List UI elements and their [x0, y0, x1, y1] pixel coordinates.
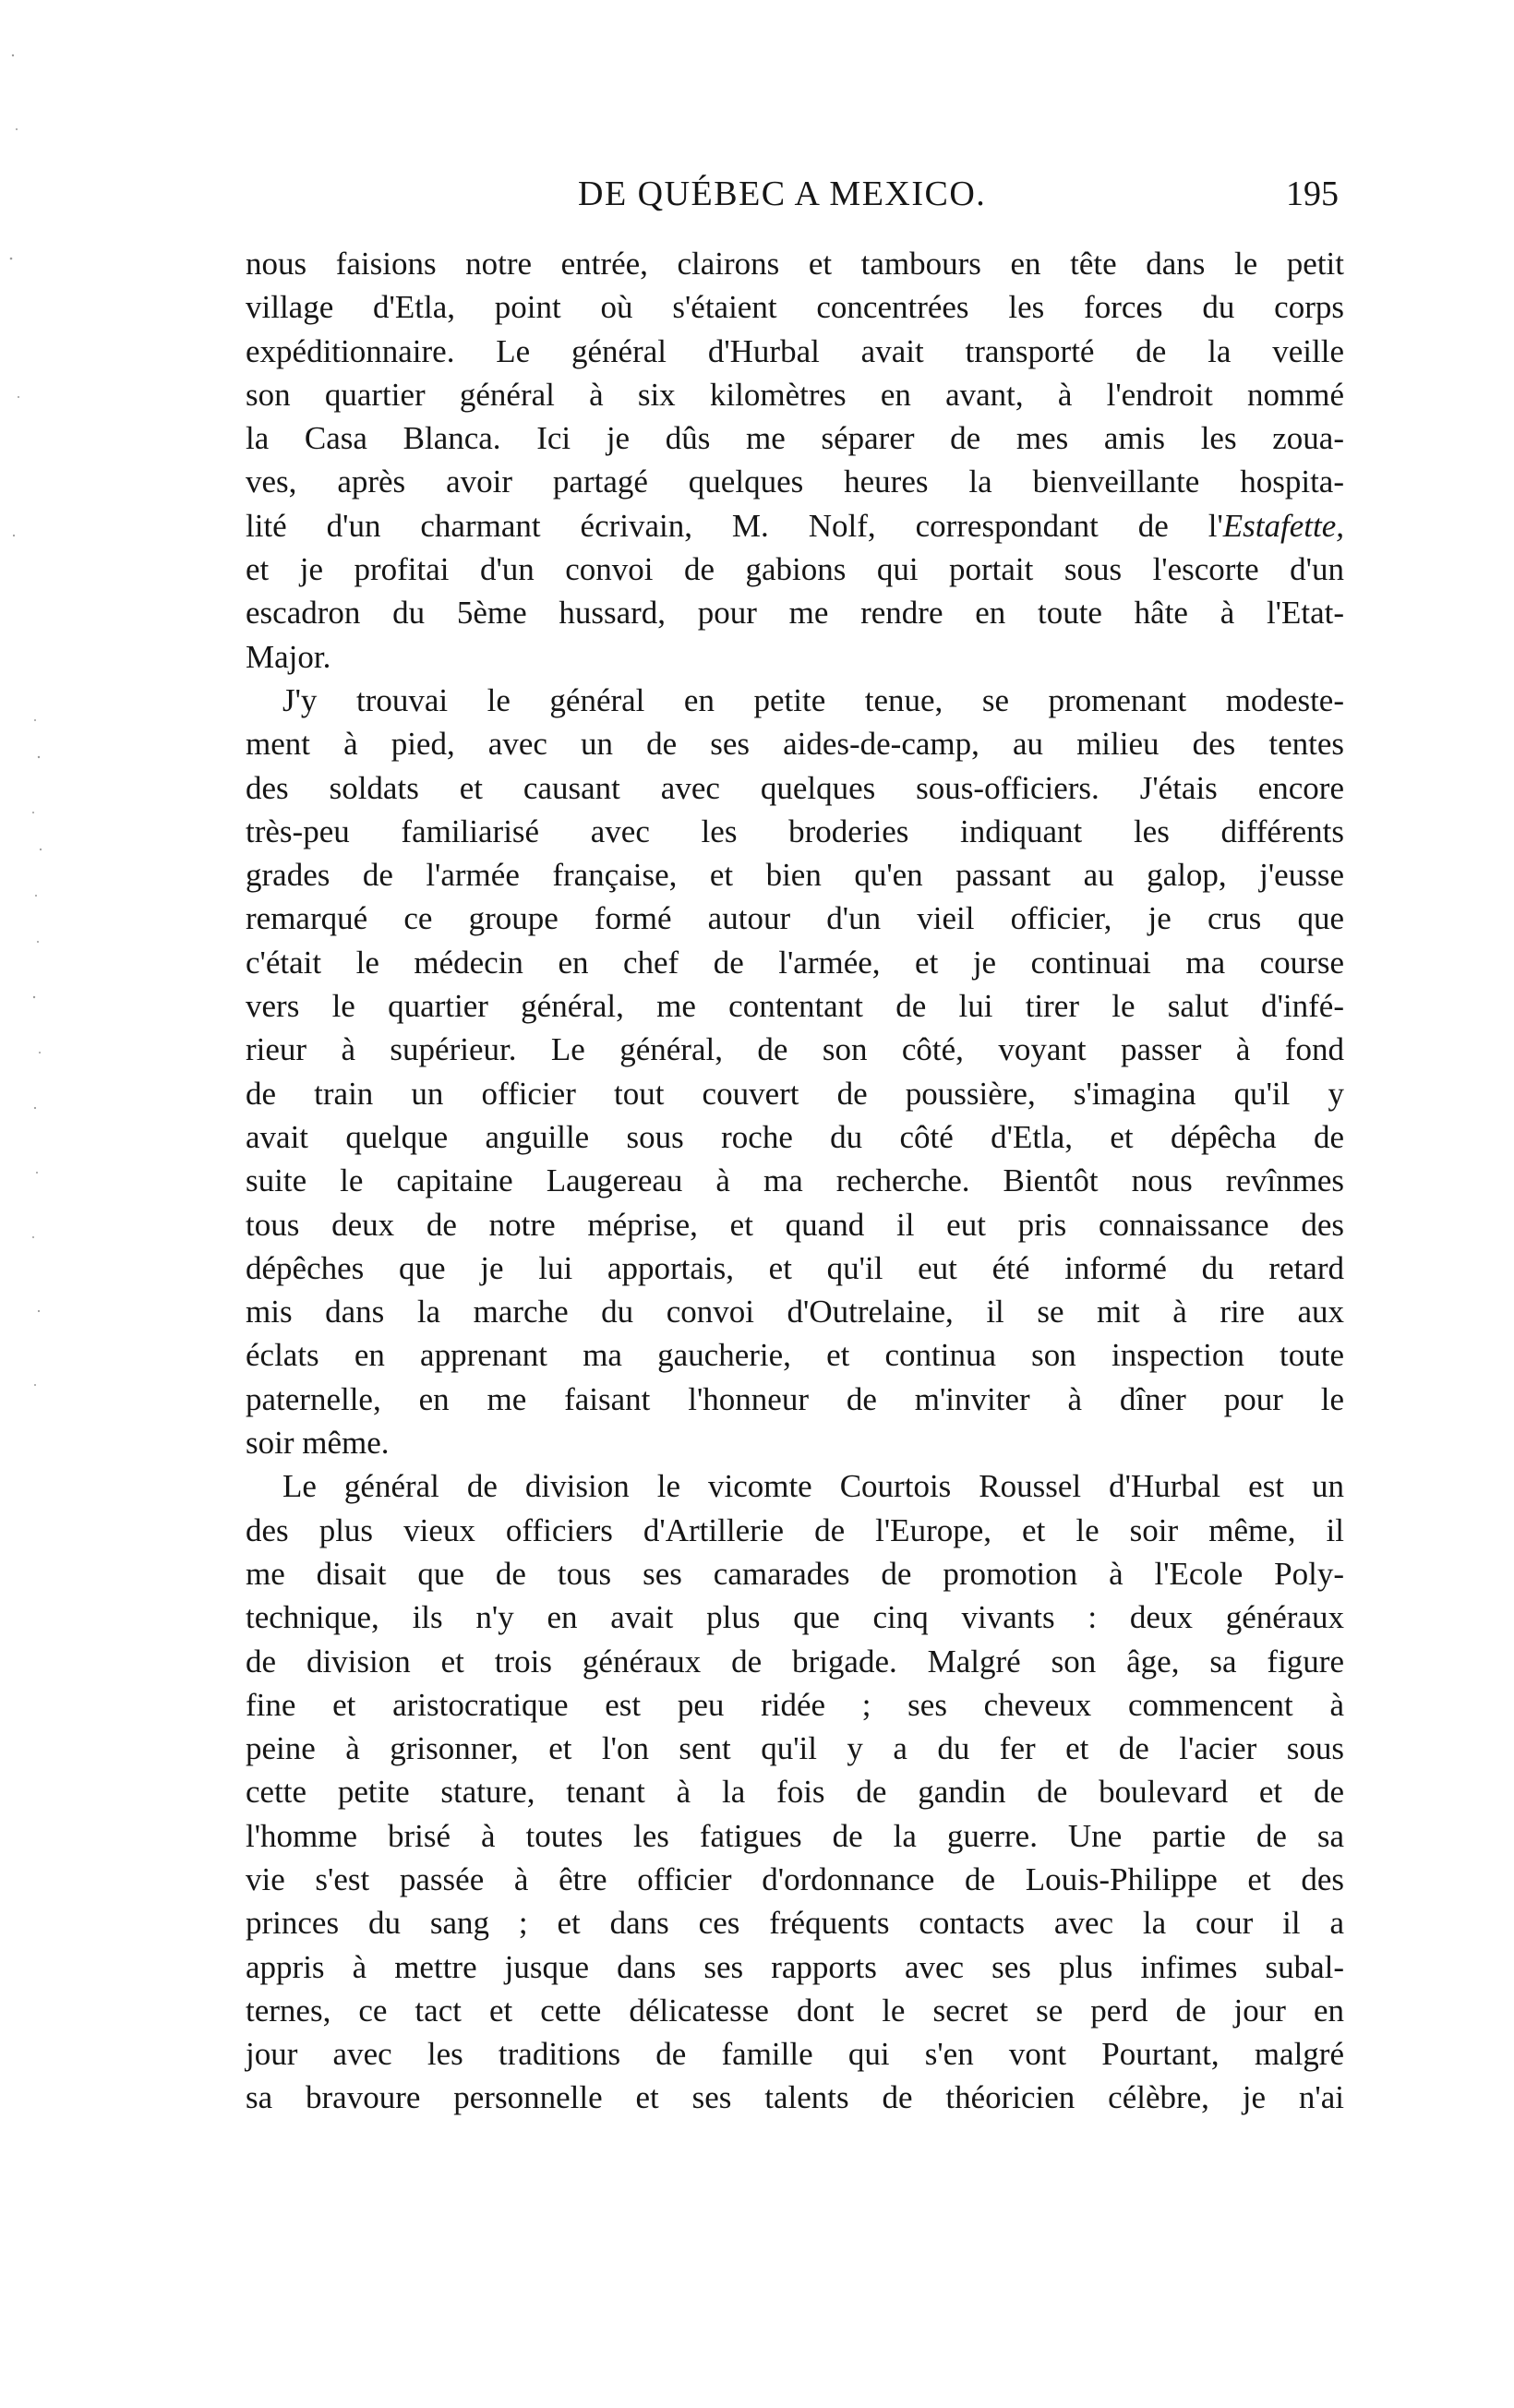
- text-line: ves, après avoir partagé quelques heures la bienveillante hospita-: [246, 464, 1344, 500]
- running-head: [249, 174, 1339, 225]
- text-line: appris à mettre jusque dans ses rapports avec ses plus infimes subal-: [246, 1948, 1344, 1985]
- text-line: grades de l'armée française, et bien qu'en passant au galop, j'eusse: [246, 857, 1344, 894]
- text-line: technique, ils n'y en avait plus que cinq vivants : deux généraux: [246, 1599, 1344, 1636]
- text-line: suite le capitaine Laugereau à ma recherche. Bientôt nous revînmes: [246, 1162, 1344, 1199]
- text-line: des plus vieux officiers d'Artillerie de l'Europe, et le soir même, il: [246, 1511, 1344, 1548]
- binding-edge-marks: [7, 18, 54, 1588]
- text-line: c'était le médecin en chef de l'armée, et je continuai ma course: [246, 944, 1344, 981]
- text-line: son quartier général à six kilomètres en avant, à l'endroit nommé: [246, 376, 1344, 413]
- text-line: vers le quartier général, me contentant de lui tirer le salut d'infé-: [246, 988, 1344, 1025]
- text-line: fine et aristocratique est peu ridée ; ses cheveux commencent à: [246, 1686, 1344, 1723]
- text-line: vie s'est passée à être officier d'ordonnance de Louis-Philippe et des: [246, 1860, 1344, 1897]
- text-line: J'y trouvai le général en petite tenue, se promenant modeste-: [282, 681, 1344, 718]
- text-line: dépêches que je lui apportais, et qu'il eut été informé du retard: [246, 1249, 1344, 1286]
- text-line-roman: lité d'un charmant écrivain, M. Nolf, correspondant de l': [246, 507, 1223, 544]
- text-line: expéditionnaire. Le général d'Hurbal avait transporté de la veille: [246, 332, 1344, 369]
- text-line: rieur à supérieur. Le général, de son côté, voyant passer à fond: [246, 1031, 1344, 1068]
- text-line: des soldats et causant avec quelques sous-officiers. J'étais encore: [246, 769, 1344, 806]
- text-line: très-peu familiarisé avec les broderies indiquant les différents: [246, 813, 1344, 849]
- page-number: 195: [1286, 175, 1339, 213]
- text-line: [246, 504, 1344, 548]
- text-line: de train un officier tout couvert de poussière, s'imagina qu'il y: [246, 1075, 1344, 1112]
- text-line: Major.: [246, 638, 331, 675]
- text-line: Le général de division le vicomte Courtois Roussel d'Hurbal est un: [282, 1468, 1344, 1505]
- text-line: et je profitai d'un convoi de gabions qui portait sous l'escorte d'un: [246, 551, 1344, 588]
- text-line: de division et trois généraux de brigade. Malgré son âge, sa figure: [246, 1643, 1344, 1680]
- text-line: avait quelque anguille sous roche du côté d'Etla, et dépêcha de: [246, 1118, 1344, 1155]
- text-line: princes du sang ; et dans ces fréquents contacts avec la cour il a: [246, 1905, 1344, 1942]
- body-text: [246, 242, 1344, 2120]
- text-line: la Casa Blanca. Ici je dûs me séparer de mes amis les zoua-: [246, 420, 1344, 457]
- text-line: village d'Etla, point où s'étaient concentrées les forces du corps: [246, 289, 1344, 326]
- text-line: mis dans la marche du convoi d'Outrelaine, il se mit à rire aux: [246, 1294, 1344, 1330]
- text-line: éclats en apprenant ma gaucherie, et continua son inspection toute: [246, 1337, 1344, 1374]
- text-line: paternelle, en me faisant l'honneur de m'inviter à dîner pour le: [246, 1380, 1344, 1417]
- text-line: soir même.: [246, 1425, 390, 1462]
- running-title: DE QUÉBEC A MEXICO.: [578, 175, 987, 213]
- text-line: nous faisions notre entrée, clairons et tambours en tête dans le petit: [246, 246, 1344, 282]
- text-line: escadron du 5ème hussard, pour me rendre en toute hâte à l'Etat-: [246, 595, 1344, 632]
- text-line: me disait que de tous ses camarades de promotion à l'Ecole Poly-: [246, 1555, 1344, 1592]
- text-line: remarqué ce groupe formé autour d'un vieil officier, je crus que: [246, 900, 1344, 937]
- text-line: l'homme brisé à toutes les fatigues de la guerre. Une partie de sa: [246, 1817, 1344, 1854]
- text-line: peine à grisonner, et l'on sent qu'il y a du fer et de l'acier sous: [246, 1730, 1344, 1767]
- text-line: ternes, ce tact et cette délicatesse dont le secret se perd de jour en: [246, 1992, 1344, 2029]
- text-line: tous deux de notre méprise, et quand il eut pris connaissance des: [246, 1206, 1344, 1243]
- text-line: cette petite stature, tenant à la fois de gandin de boulevard et de: [246, 1774, 1344, 1811]
- text-line: jour avec les traditions de famille qui s'en vont Pourtant, malgré: [246, 2036, 1344, 2073]
- text-line: ment à pied, avec un de ses aides-de-camp, au milieu des tentes: [246, 726, 1344, 763]
- text-line: sa bravoure personnelle et ses talents de théoricien célèbre, je n'ai: [246, 2079, 1344, 2116]
- newspaper-title: Estafette,: [1222, 507, 1344, 544]
